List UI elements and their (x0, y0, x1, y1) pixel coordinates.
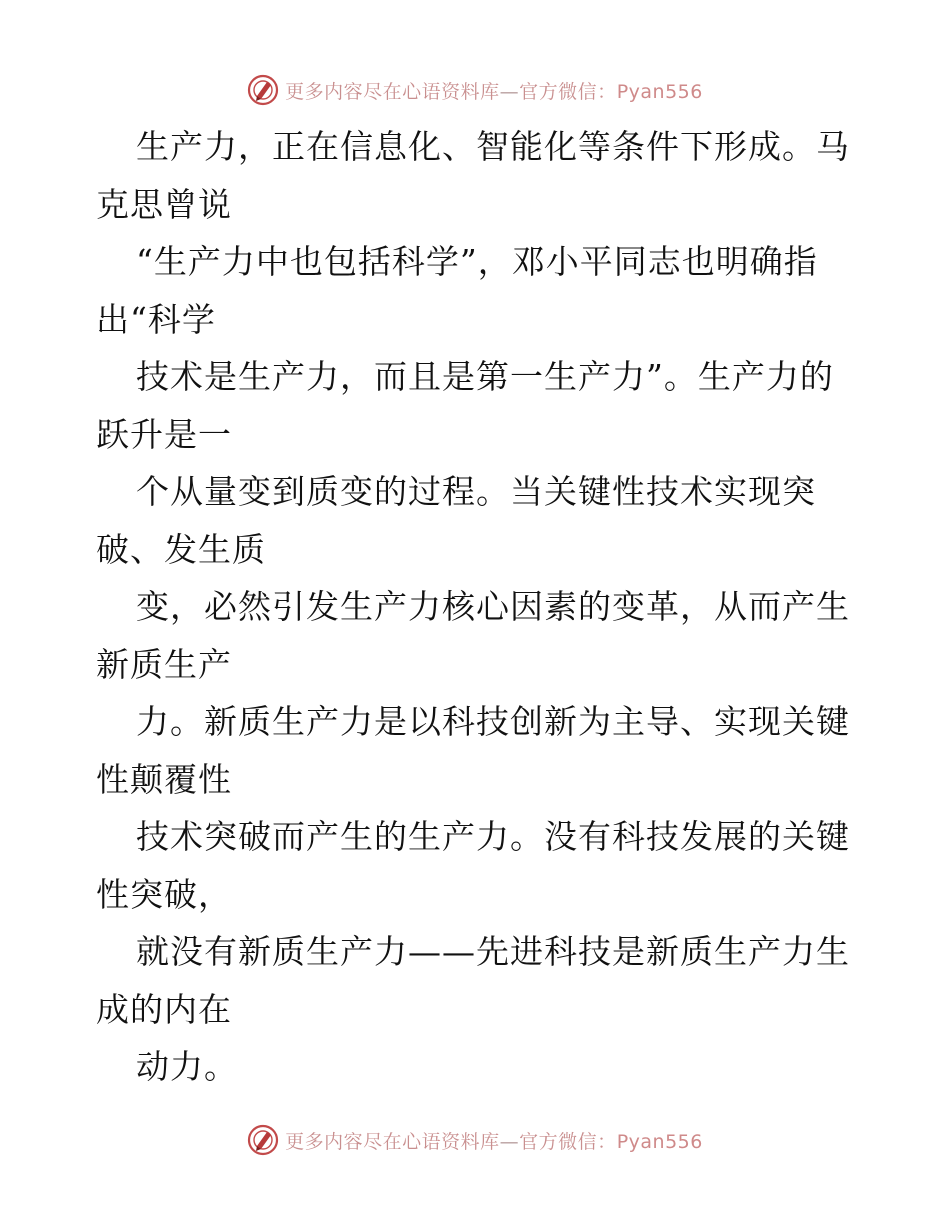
paragraph-line: 变，必然引发生产力核心因素的变革，从而产生 (136, 587, 850, 626)
watermark-site-text: 更多内容尽在心语资料库 (285, 1130, 500, 1153)
paragraph-line: 跃升是一 (96, 414, 232, 454)
watermark-wechat-id: Pyan556 (616, 80, 703, 103)
header-watermark (0, 70, 950, 110)
footer-watermark (0, 1120, 950, 1160)
paragraph-line: 技术突破而产生的生产力。没有科技发展的关键 (136, 817, 850, 856)
pen-nib-icon (247, 1124, 279, 1156)
paragraph-line: 出“科学 (96, 299, 216, 339)
watermark-separator: — (499, 1130, 520, 1153)
paragraph-line: “生产力中也包括科学”，邓小平同志也明确指 (136, 242, 818, 281)
paragraph-line: 力。新质生产力是以科技创新为主导、实现关键 (136, 702, 850, 741)
paragraph-line: 个从量变到质变的过程。当关键性技术实现突 (136, 472, 816, 511)
watermark-site-text: 更多内容尽在心语资料库 (285, 80, 500, 103)
watermark-separator: — (499, 80, 520, 103)
watermark-text (285, 77, 703, 104)
paragraph-line: 新质生产 (96, 644, 232, 684)
paragraph-line: 性突破， (96, 874, 232, 914)
watermark-wechat-label: 官方微信： (519, 80, 617, 103)
paragraph-line: 技术是生产力，而且是第一生产力”。生产力的 (136, 357, 834, 396)
paragraph-line: 动力。 (136, 1047, 238, 1086)
paragraph-line: 就没有新质生产力——先进科技是新质生产力生 (136, 932, 850, 971)
document-body (96, 118, 866, 1096)
paragraph-line: 成的内在 (96, 989, 232, 1029)
watermark-wechat-label: 官方微信： (519, 1130, 617, 1153)
paragraph-line: 性颠覆性 (96, 759, 232, 799)
pen-nib-icon (247, 74, 279, 106)
watermark-wechat-id: Pyan556 (616, 1130, 703, 1153)
paragraph-line: 克思曾说 (96, 184, 232, 224)
paragraph-line: 生产力，正在信息化、智能化等条件下形成。马 (136, 127, 850, 166)
paragraph-line: 破、发生质 (96, 529, 266, 569)
watermark-text (285, 1127, 703, 1154)
